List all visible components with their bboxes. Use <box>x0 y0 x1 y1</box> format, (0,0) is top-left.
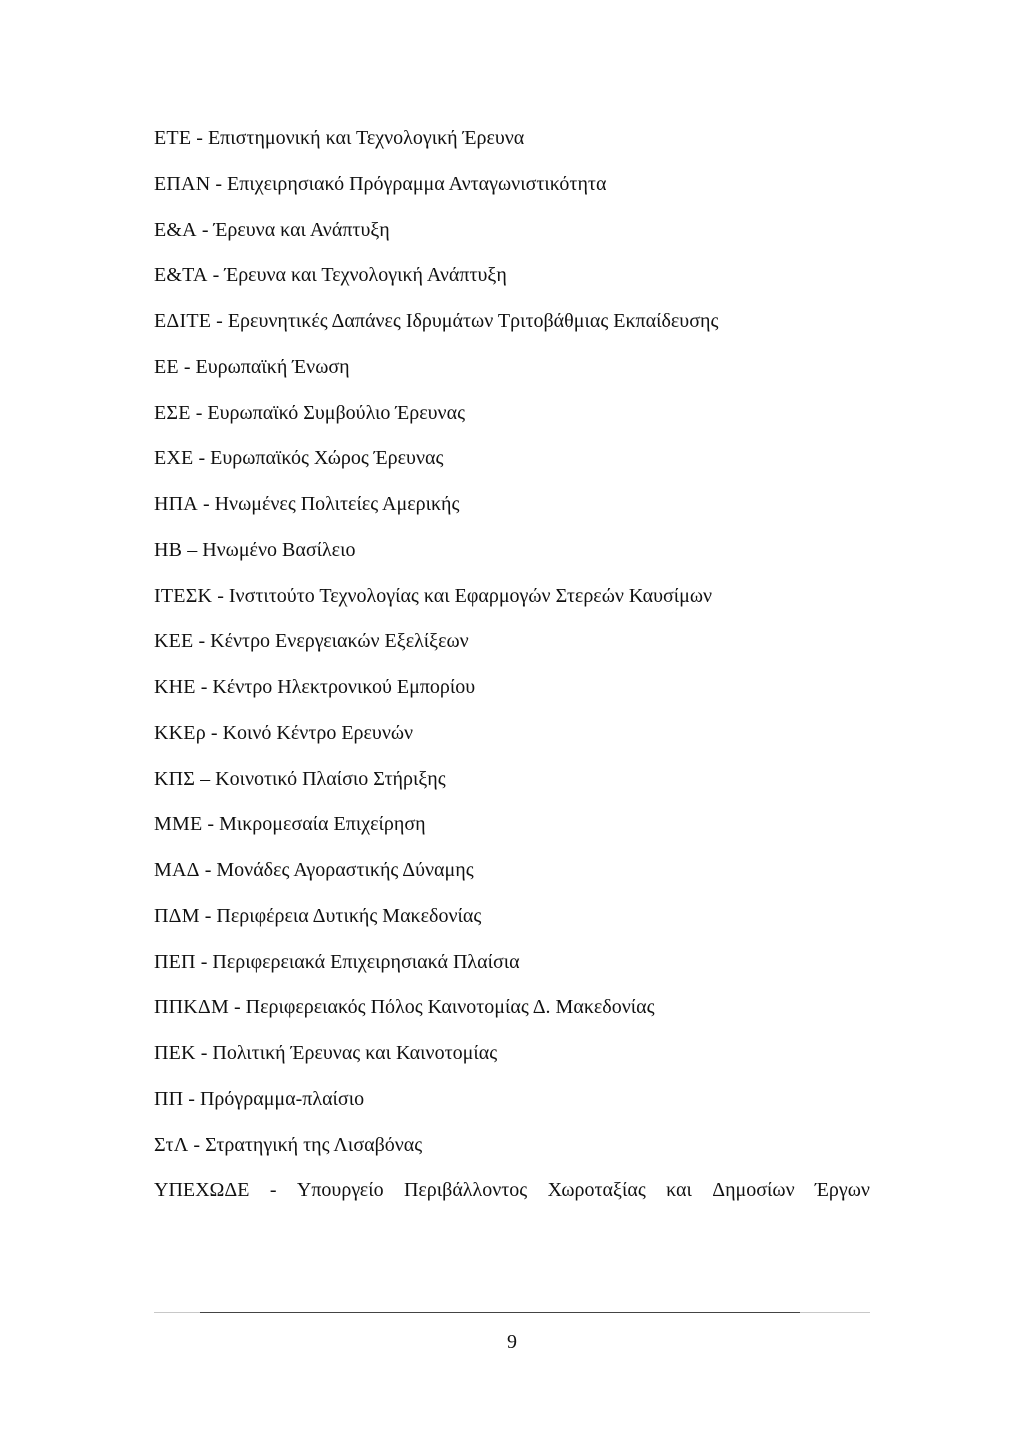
definition-word: Περιβάλλοντος <box>403 1179 528 1202</box>
separator: - <box>207 264 225 287</box>
abbreviation-definition: Περιφερειακά Επιχειρησιακά Πλαίσια <box>212 950 520 973</box>
abbreviation-entry <box>154 261 870 307</box>
abbreviation: ΙΤΕΣΚ <box>154 584 213 607</box>
abbreviation-entry <box>154 1131 870 1177</box>
abbreviation: ΚΚΕρ <box>154 721 206 744</box>
abbreviation: ΥΠΕΧΩΔΕ <box>154 1179 250 1202</box>
separator: - <box>205 721 223 744</box>
separator: - <box>195 950 213 973</box>
abbreviation: ΗΒ <box>154 538 183 561</box>
abbreviation: ΕΠΑΝ <box>154 172 211 195</box>
abbreviations-list <box>154 124 870 1222</box>
abbreviation-definition: Ευρωπαϊκή Ένωση <box>195 355 350 378</box>
definition-word: Υπουργείο <box>296 1179 384 1202</box>
abbreviation-definition: Στρατηγική της Λισαβόνας <box>205 1133 423 1156</box>
abbreviation-entry <box>154 765 870 811</box>
page-number: 9 <box>507 1331 517 1353</box>
separator: – <box>182 538 203 561</box>
abbreviation: Ε&ΤΑ <box>154 264 208 287</box>
abbreviation-entry <box>154 627 870 673</box>
abbreviation: ΠΠ <box>154 1087 184 1110</box>
separator: - <box>190 401 208 424</box>
abbreviation-definition: Κέντρο Ενεργειακών Εξελίξεων <box>210 630 469 653</box>
abbreviation: ΠΕΠ <box>154 950 196 973</box>
abbreviation: Ε&Α <box>154 218 197 241</box>
separator: - <box>211 310 228 332</box>
abbreviation: ΣτΛ <box>154 1133 189 1156</box>
abbreviation-definition: Επιστημονική και Τεχνολογική Έρευνα <box>207 127 525 149</box>
separator: - <box>183 1087 200 1110</box>
abbreviation-entry <box>154 673 870 719</box>
abbreviation: ΚΠΣ <box>154 767 196 790</box>
abbreviation-entry <box>154 582 870 628</box>
abbreviation-entry <box>154 444 870 490</box>
definition-word: Δημοσίων <box>712 1179 795 1202</box>
abbreviation-definition: Μικρομεσαία Επιχείρηση <box>219 813 426 836</box>
abbreviation-definition: Πολιτική Έρευνας και Καινοτομίας <box>212 1042 498 1064</box>
abbreviation: ΜΜΕ <box>154 813 203 836</box>
abbreviation-definition: Κοινοτικό Πλαίσιο Στήριξης <box>215 767 446 790</box>
abbreviation-entry <box>154 399 870 445</box>
abbreviation: ΕΣΕ <box>154 401 191 424</box>
abbreviation-entry <box>154 856 870 902</box>
abbreviation-entry <box>154 216 870 262</box>
separator: - <box>178 355 196 378</box>
abbreviation: ΚΗΕ <box>154 676 196 698</box>
abbreviation: ΗΠΑ <box>154 493 198 515</box>
abbreviation: ΜΑΔ <box>154 859 200 881</box>
abbreviation: ΕΔΙΤΕ <box>154 310 212 332</box>
definition-word: και <box>666 1179 692 1202</box>
separator: - <box>193 630 211 653</box>
abbreviation-definition: Περιφερειακός Πόλος Καινοτομίας Δ. Μακεδονίας <box>245 996 655 1019</box>
abbreviation-entry <box>154 124 870 170</box>
abbreviation-entry <box>154 536 870 582</box>
abbreviation-definition: Κέντρο Ηλεκτρονικού Εμπορίου <box>212 676 476 698</box>
abbreviation: ΠΔΜ <box>154 904 200 927</box>
separator: - <box>197 493 215 515</box>
abbreviation: ΕΧΕ <box>154 447 194 470</box>
abbreviation-definition: Έρευνα και Τεχνολογική Ανάπτυξη <box>224 264 507 287</box>
abbreviation: ΠΠΚΔΜ <box>154 996 229 1019</box>
abbreviation-definition: Επιχειρησιακό Πρόγραμμα Ανταγωνιστικότητα <box>227 172 607 195</box>
definition-word: Χωροταξίας <box>547 1179 646 1202</box>
separator: - <box>195 1042 213 1064</box>
separator: - <box>191 127 208 149</box>
separator: - <box>193 447 211 470</box>
abbreviation: ΚΕΕ <box>154 630 194 653</box>
abbreviation-entry <box>154 948 870 994</box>
definition-word: Έργων <box>815 1179 870 1202</box>
abbreviation-definition: Πρόγραμμα-πλαίσιο <box>199 1087 365 1110</box>
footer-divider-dark <box>200 1312 800 1313</box>
abbreviation-definition: Περιφέρεια Δυτικής Μακεδονίας <box>216 904 482 927</box>
abbreviation-entry-justified <box>154 1176 870 1222</box>
separator: - <box>199 859 217 881</box>
abbreviation-definition: Ερευνητικές Δαπάνες Ιδρυμάτων Τριτοβάθμιας Εκπαίδευσης <box>227 310 719 332</box>
abbreviation-entry <box>154 1085 870 1131</box>
abbreviation: ΠΕΚ <box>154 1042 196 1064</box>
separator: - <box>196 218 214 241</box>
separator: - <box>212 584 229 607</box>
abbreviation-entry <box>154 719 870 765</box>
separator: - <box>269 1179 277 1202</box>
separator: - <box>202 813 220 836</box>
separator: - <box>228 996 246 1019</box>
abbreviation-entry <box>154 810 870 856</box>
separator: - <box>188 1133 206 1156</box>
abbreviation-entry <box>154 993 870 1039</box>
abbreviation-entry <box>154 490 870 536</box>
abbreviation-definition: Ηνωμένες Πολιτείες Αμερικής <box>214 493 460 515</box>
abbreviation-definition: Ηνωμένο Βασίλειο <box>202 538 356 561</box>
separator: – <box>195 767 216 790</box>
abbreviation-definition: Κοινό Κέντρο Ερευνών <box>222 721 414 744</box>
abbreviation-entry <box>154 902 870 948</box>
abbreviation-entry <box>154 307 870 353</box>
abbreviation-definition: Έρευνα και Ανάπτυξη <box>213 218 390 241</box>
separator: - <box>199 904 217 927</box>
abbreviation: ΕΕ <box>154 355 179 378</box>
separator: - <box>195 676 213 698</box>
abbreviation-entry <box>154 353 870 399</box>
abbreviation: ΕΤΕ <box>154 127 192 149</box>
abbreviation-definition: Μονάδες Αγοραστικής Δύναμης <box>216 859 474 881</box>
abbreviation-definition: Ινστιτούτο Τεχνολογίας και Εφαρμογών Στερεών Καυσίμων <box>228 584 713 607</box>
abbreviation-definition: Ευρωπαϊκός Χώρος Έρευνας <box>210 447 444 470</box>
abbreviation-entry <box>154 1039 870 1085</box>
abbreviation-definition: Ευρωπαϊκό Συμβούλιο Έρευνας <box>207 401 465 424</box>
separator: - <box>210 172 228 195</box>
abbreviation-entry <box>154 170 870 216</box>
